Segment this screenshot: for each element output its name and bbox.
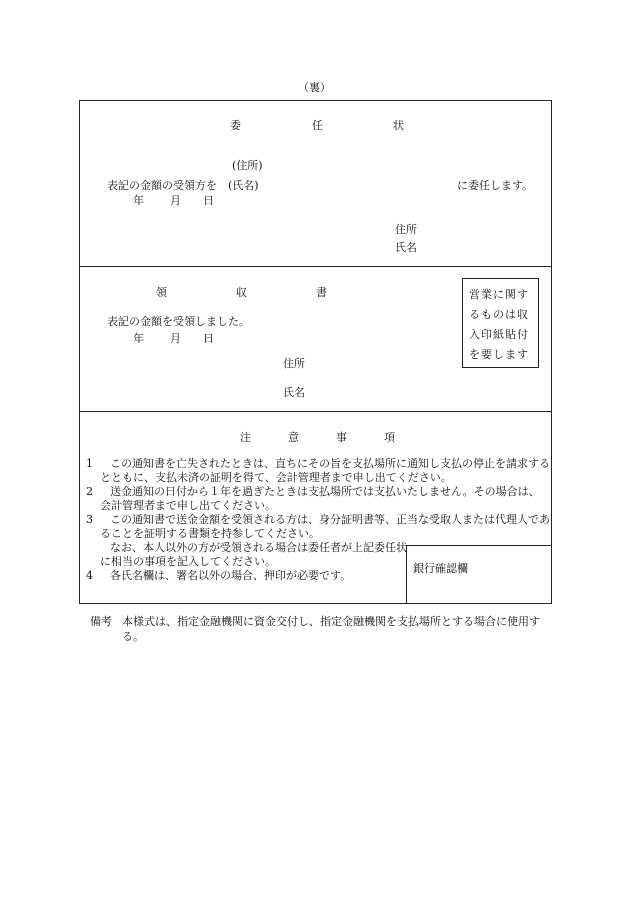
bank-confirmation-box — [406, 545, 552, 604]
proxy-signer-address-label: 住所 — [395, 223, 417, 236]
note-item-3 — [86, 513, 550, 541]
notes-title-char-4: 項 — [384, 431, 395, 444]
note-text-2: 送金通知の日付から１年を過ぎたときは支払場所では支払いたしません。その場合は、会計管理者まで申し出てください。 — [100, 485, 540, 512]
receipt-received-text: 表記の金額を受領しました。 — [107, 315, 250, 328]
note-number-3: 3 — [86, 513, 93, 526]
receipt-date-year: 年 — [133, 332, 144, 345]
proxy-title-char-3: 状 — [393, 119, 404, 132]
proxy-title-char-1: 委 — [230, 119, 241, 132]
stamp-box-line-1: 営業に関す — [469, 288, 529, 301]
note-number-1: 1 — [86, 457, 93, 470]
divider-proxy-receipt — [79, 266, 552, 267]
proxy-entrust-text: に委任します。 — [457, 179, 534, 192]
stamp-box-line-4: を要します — [469, 348, 529, 361]
remark — [90, 614, 550, 644]
note-number-4: 4 — [86, 569, 93, 582]
note-item-3-continuation: なお、本人以外の方が受領される場合は委任者が上記委任状に相当の事項を記入してください。 — [100, 541, 407, 568]
receipt-title-char-1: 領 — [156, 286, 167, 299]
proxy-lead-text: 表記の金額の受領方を — [107, 179, 217, 192]
notes-title-char-1: 注 — [240, 431, 251, 444]
note-number-2: 2 — [86, 485, 93, 498]
page-heading: （裏） — [298, 81, 331, 94]
proxy-title-char-2: 任 — [312, 119, 323, 132]
remark-text: 本様式は、指定金融機関に資金交付し、指定金融機関を支払場所とする場合に使用する。 — [122, 615, 540, 643]
receipt-date-day: 日 — [203, 332, 214, 345]
notes-title-char-3: 事 — [336, 431, 347, 444]
proxy-signer-name-label: 氏名 — [395, 241, 417, 254]
note-text-4: 各氏名欄は、署名以外の場合、押印が必要です。 — [110, 569, 352, 582]
note-text-3: この通知書で送金金額を受領される方は、身分証明書等、正当な受取人または代理人であることを証明する書類を持参してください。 — [100, 513, 550, 540]
receipt-title-char-3: 書 — [316, 286, 327, 299]
bank-confirmation-label: 銀行確認欄 — [413, 562, 468, 575]
notes-title-char-2: 意 — [288, 431, 299, 444]
note-item-2 — [86, 485, 550, 513]
note-item-1 — [86, 457, 550, 485]
receipt-date-month: 月 — [170, 332, 181, 345]
note-text-1: この通知書を亡失されたときは、直ちにその旨を支払場所に通知し支払の停止を請求するとともに、支払未済の証明を得て、会計管理者まで申し出てください。 — [100, 457, 550, 484]
receipt-name-label: 氏名 — [283, 386, 305, 399]
proxy-date-year: 年 — [133, 194, 144, 207]
note-item-4 — [86, 569, 412, 583]
stamp-box-line-3: 入印紙貼付 — [469, 328, 529, 341]
receipt-address-label: 住所 — [283, 357, 305, 370]
remark-label: 備考 — [90, 615, 112, 628]
proxy-name-label: (氏名) — [228, 179, 259, 192]
proxy-address-label: (住所) — [232, 159, 263, 172]
revenue-stamp-box — [462, 278, 539, 368]
divider-receipt-notes — [79, 411, 552, 412]
proxy-date-month: 月 — [170, 194, 181, 207]
proxy-date-day: 日 — [203, 194, 214, 207]
receipt-title-char-2: 収 — [236, 286, 247, 299]
stamp-box-line-2: るものは収 — [469, 308, 529, 321]
